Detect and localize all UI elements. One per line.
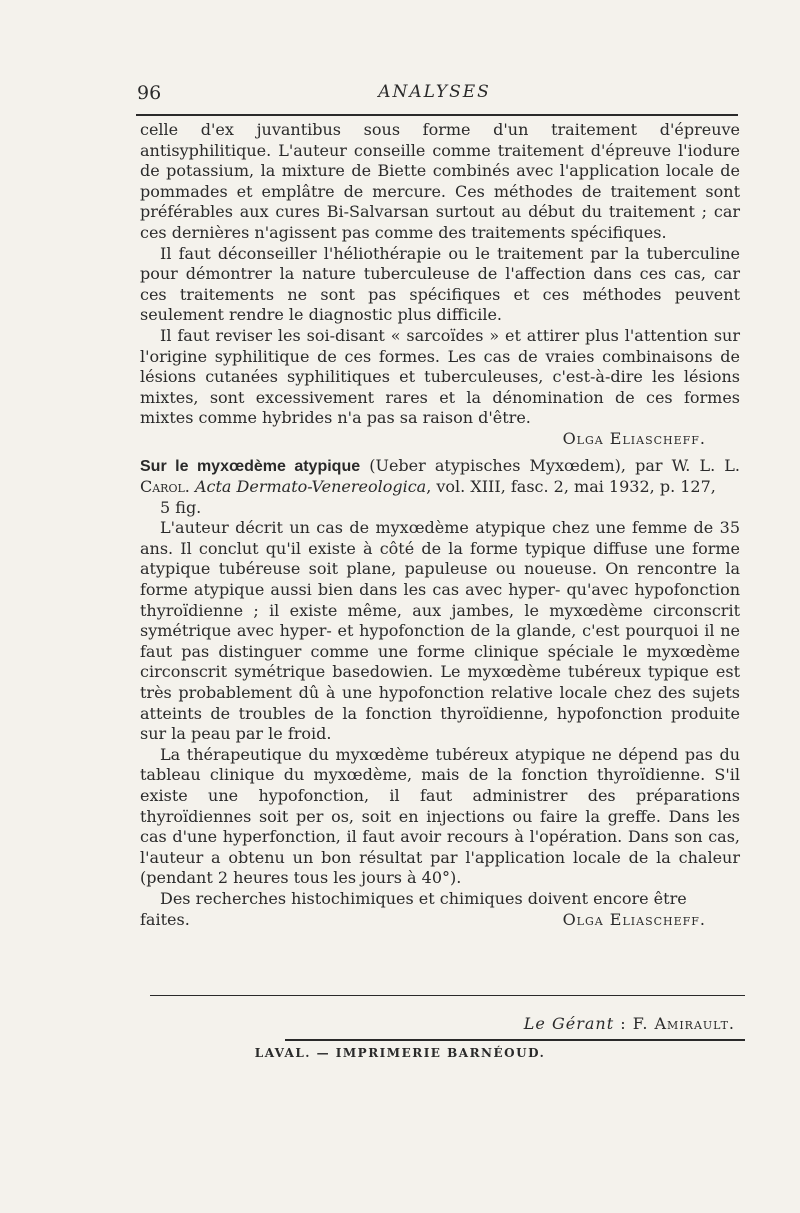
gerant-label: Le Gérant <box>523 1014 615 1033</box>
paragraph: Des recherches histochimiques et chimiques doivent encore être <box>160 888 687 908</box>
paragraph: Il faut reviser les soi-disant « sarcoïdes » et attirer plus l'attention sur l'origine syphilitique de ces formes. Les cas de vraies combinaisons de lésions cutanées syphilitiques et tuberculeuses, c'est-à-dire les lésions mixtes, sont excessivement rares et la dénomination de ces formes mixtes comme hybrides n'a pas sa raison d'être. <box>140 325 740 428</box>
page-header <box>132 82 737 110</box>
gerant-separator: : <box>614 1014 633 1033</box>
footer-rule <box>150 995 745 996</box>
paragraph: La thérapeutique du myxœdème tubéreux atypique ne dépend pas du tableau clinique du myxœdème, mais de la fonction thyroïdienne. S'il existe une hypofonction, il faut administrer des préparations thyroïdiennes soit per os, soit en injections ou faire la greffe. Dans les cas d'une hyperfonction, il faut avoir recours à l'opération. Dans son cas, l'auteur a obtenu un bon résultat par l'application locale de la chaleur (pendant 2 heures tous les jours à 40°). <box>140 744 740 888</box>
paragraph: Il faut déconseiller l'héliothérapie ou le traitement par la tuberculine pour démontrer la nature tuberculeuse de l'affection dans ces cas, car ces traitements ne sont pas spécifiques et ces méthodes peuvent seulement rendre le diagnostic plus difficile. <box>140 243 740 325</box>
running-title: ANALYSES <box>378 82 491 102</box>
gerant-name: F. Amirault. <box>632 1014 735 1033</box>
original-title: (Ueber atypisches Myxœdem), par W. L. L. <box>369 455 741 475</box>
footer-rule-thick <box>285 1039 745 1041</box>
last-word: faites. <box>140 909 190 929</box>
reference-figures: 5 fig. <box>160 497 202 517</box>
reference-author: Carol. <box>140 477 190 497</box>
journal-name: Acta Dermato-Venereologica <box>194 477 427 497</box>
printer-imprint: LAVAL. — IMPRIMERIE BARNÉOUD. <box>254 1046 546 1060</box>
reference-details: , vol. XIII, fasc. 2, mai 1932, p. 127, <box>426 477 716 497</box>
review-reference <box>140 456 740 498</box>
review-title: Sur le myxœdème atypique <box>140 457 361 475</box>
paragraph: L'auteur décrit un cas de myxœdème atypique chez une femme de 35 ans. Il conclut qu'il existe à côté de la forme typique diffuse une forme atypique tubéreuse soit plane, papuleuse ou noueuse. On rencontre la forme atypique aussi bien dans les cas avec hyper- qu'avec hypofonction thyroïdienne ; il existe même, aux jambes, le myxœdème circonscrit symétrique avec hyper- et hypofonction de la glande, c'est pourquoi il ne faut pas distinguer comme une forme clinique spéciale le myxœdème circonscrit symétrique basedowien. Le myxœdème tubéreux typique est très probablement dû à une hypofonction relative locale chez des sujets atteints de troubles de la fonction thyroïdienne, hypofonction produite sur la peau par le froid. <box>140 518 740 744</box>
closing-line <box>140 910 740 931</box>
paragraph: celle d'ex juvantibus sous forme d'un traitement d'épreuve antisyphilitique. L'auteur conseille comme traitement d'épreuve l'iodure de potassium, la mixture de Biette combinés avec l'application locale de pommades et emplâtre de mercure. Ces méthodes de traitement sont préférables aux cures Bi-Salvarsan surtout au début du traitement ; car ces dernières n'agissent pas comme des traitements spécifiques. <box>140 120 740 242</box>
header-rule <box>136 114 738 116</box>
gerant-line <box>524 1014 735 1033</box>
page-number: 96 <box>137 82 162 104</box>
author-signature: Olga Eliascheff. <box>562 909 706 929</box>
author-signature: Olga Eliascheff. <box>562 428 706 448</box>
article-body <box>140 120 740 930</box>
